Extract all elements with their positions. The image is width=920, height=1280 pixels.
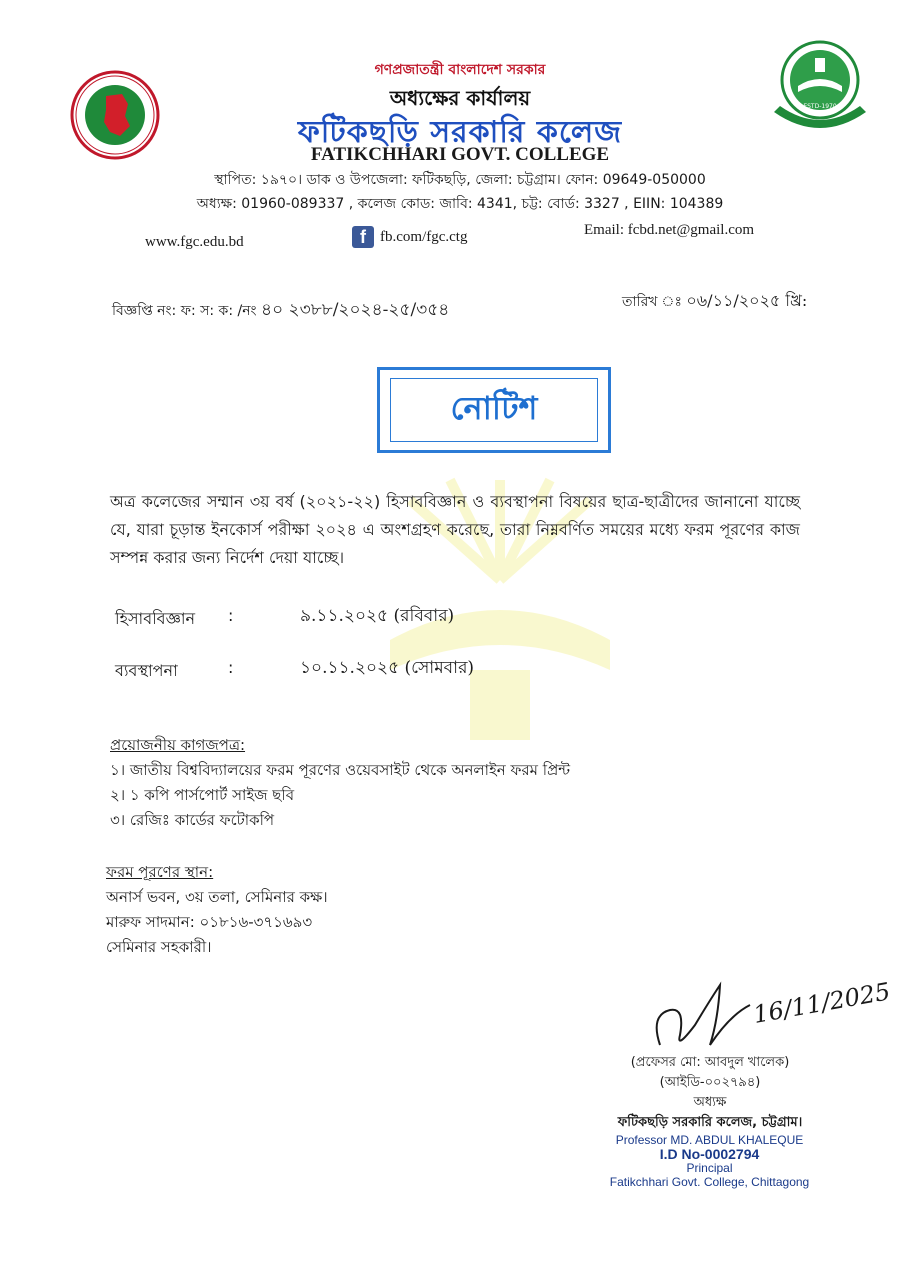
college-info-line-2: অধ্যক্ষ: 01960-089337 , কলেজ কোড: জাবি: 4341, চট্ট: বোর্ড: 3327 , EIIN: 104389 <box>196 196 724 212</box>
requirements-heading: প্রয়োজনীয় কাগজপত্র: <box>110 736 246 754</box>
memo-number <box>112 297 449 325</box>
requirement-item: ৩। রেজিঃ কার্ডের ফটোকপি <box>110 811 275 829</box>
signature-stamp-english <box>602 1133 817 1189</box>
date-value: ০৬/১১/২০২৫ খ্রি: <box>686 291 808 310</box>
signature-block-bangla <box>560 1053 860 1133</box>
facebook-link[interactable] <box>352 226 467 248</box>
government-heading: গণপ্রজাতন্ত্রী বাংলাদেশ সরকার <box>374 62 546 78</box>
date-label: তারিখ ঃ <box>622 294 682 310</box>
college-name-bangla: ফটিকছড়ি সরকারি কলেজ <box>297 115 623 150</box>
signature-date-scrawl: 16/11/2025 <box>751 977 893 1029</box>
principal-college-bn: ফটিকছড়ি সরকারি কলেজ, চট্টগ্রাম। <box>617 1115 803 1130</box>
requirements-section <box>110 733 570 833</box>
notice-body: অত্র কলেজের সম্মান ৩য় বর্ষ (২০২১-২২) হিসাববিজ্ঞান ও ব্যবস্থাপনা বিষয়ের ছাত্র-ছাত্রীদের জানানো যাচ্ছে যে, যারা চূড়ান্ত ইনকোর্স পরীক্ষা ২০২৪ এ অংশগ্রহণ করেছে, তারা নিম্নবর্ণিত সময়ের মধ্যে ফরম পূরণের কাজ সম্পন্ন করার জন্য নির্দেশ দেয়া যাচ্ছে। <box>110 492 800 567</box>
requirement-item: ১। জাতীয় বিশ্ববিদ্যালয়ের ফরম পূরণের ওয়েবসাইট থেকে অনলাইন ফরম প্রিন্ট <box>110 761 571 779</box>
requirement-item: ২। ১ কপি পার্সপোর্ট সাইজ ছবি <box>110 786 295 804</box>
schedule-subject: ব্যবস্থাপনা <box>115 661 178 680</box>
memo-date <box>622 288 807 315</box>
schedule-date: ৯.১১.২০২৫ (রবিবার) <box>300 606 455 626</box>
principal-college-en: Fatikchhari Govt. College, Chittagong <box>609 1175 810 1189</box>
principal-title-bn: অধ্যক্ষ <box>693 1095 727 1110</box>
principal-id-bn: (আইডি-০০২৭৯৪) <box>659 1075 761 1090</box>
email-address[interactable]: Email: fcbd.net@gmail.com <box>584 222 755 238</box>
notice-title-box <box>377 367 611 453</box>
memo-handwritten-number: ৪০ ২৩৮৮/২০২৪-২৫/৩৫৪ <box>261 300 450 320</box>
schedule-date: ১০.১১.২০২৫ (সোমবার) <box>300 658 475 678</box>
form-place-section <box>106 860 328 960</box>
seal-estd-text: ESTD-1970 <box>803 103 837 110</box>
principal-name-en: Professor MD. ABDUL KHALEQUE <box>615 1133 804 1147</box>
college-name-english: FATIKCHHARI GOVT. COLLEGE <box>310 144 610 165</box>
schedule-colon: : <box>228 606 234 625</box>
memo-label: বিজ্ঞপ্তি নং: ফ: স: ক: /নং <box>112 303 257 319</box>
office-heading: অধ্যক্ষের কার্যালয় <box>389 86 531 110</box>
schedule-colon: : <box>228 658 234 677</box>
principal-name-bn: (প্রফেসর মো: আবদুল খালেক) <box>630 1055 790 1070</box>
principal-id-en: I.D No-0002794 <box>659 1146 760 1162</box>
facebook-url: fb.com/fgc.ctg <box>380 228 468 245</box>
form-place-heading: ফরম পূরণের স্থান: <box>106 863 214 881</box>
college-info-line-1: স্থাপিত: ১৯৭০। ডাক ও উপজেলা: ফটিকছড়ি, জেলা: চট্টগ্রাম। ফোন: 09649-050000 <box>214 172 706 188</box>
form-place-line: সেমিনার সহকারী। <box>106 938 212 956</box>
notice-title: নোটিশ <box>390 378 598 442</box>
principal-signature <box>640 975 900 1065</box>
website-link[interactable]: www.fgc.edu.bd <box>145 234 244 250</box>
schedule-subject: হিসাববিজ্ঞান <box>115 609 196 628</box>
principal-title-en: Principal <box>686 1161 733 1175</box>
form-place-line: অনার্স ভবন, ৩য় তলা, সেমিনার কক্ষ। <box>106 888 328 906</box>
form-place-line: মারুফ সাদমান: ০১৮১৬-৩৭১৬৯৩ <box>106 913 313 931</box>
facebook-icon: f <box>352 226 374 248</box>
